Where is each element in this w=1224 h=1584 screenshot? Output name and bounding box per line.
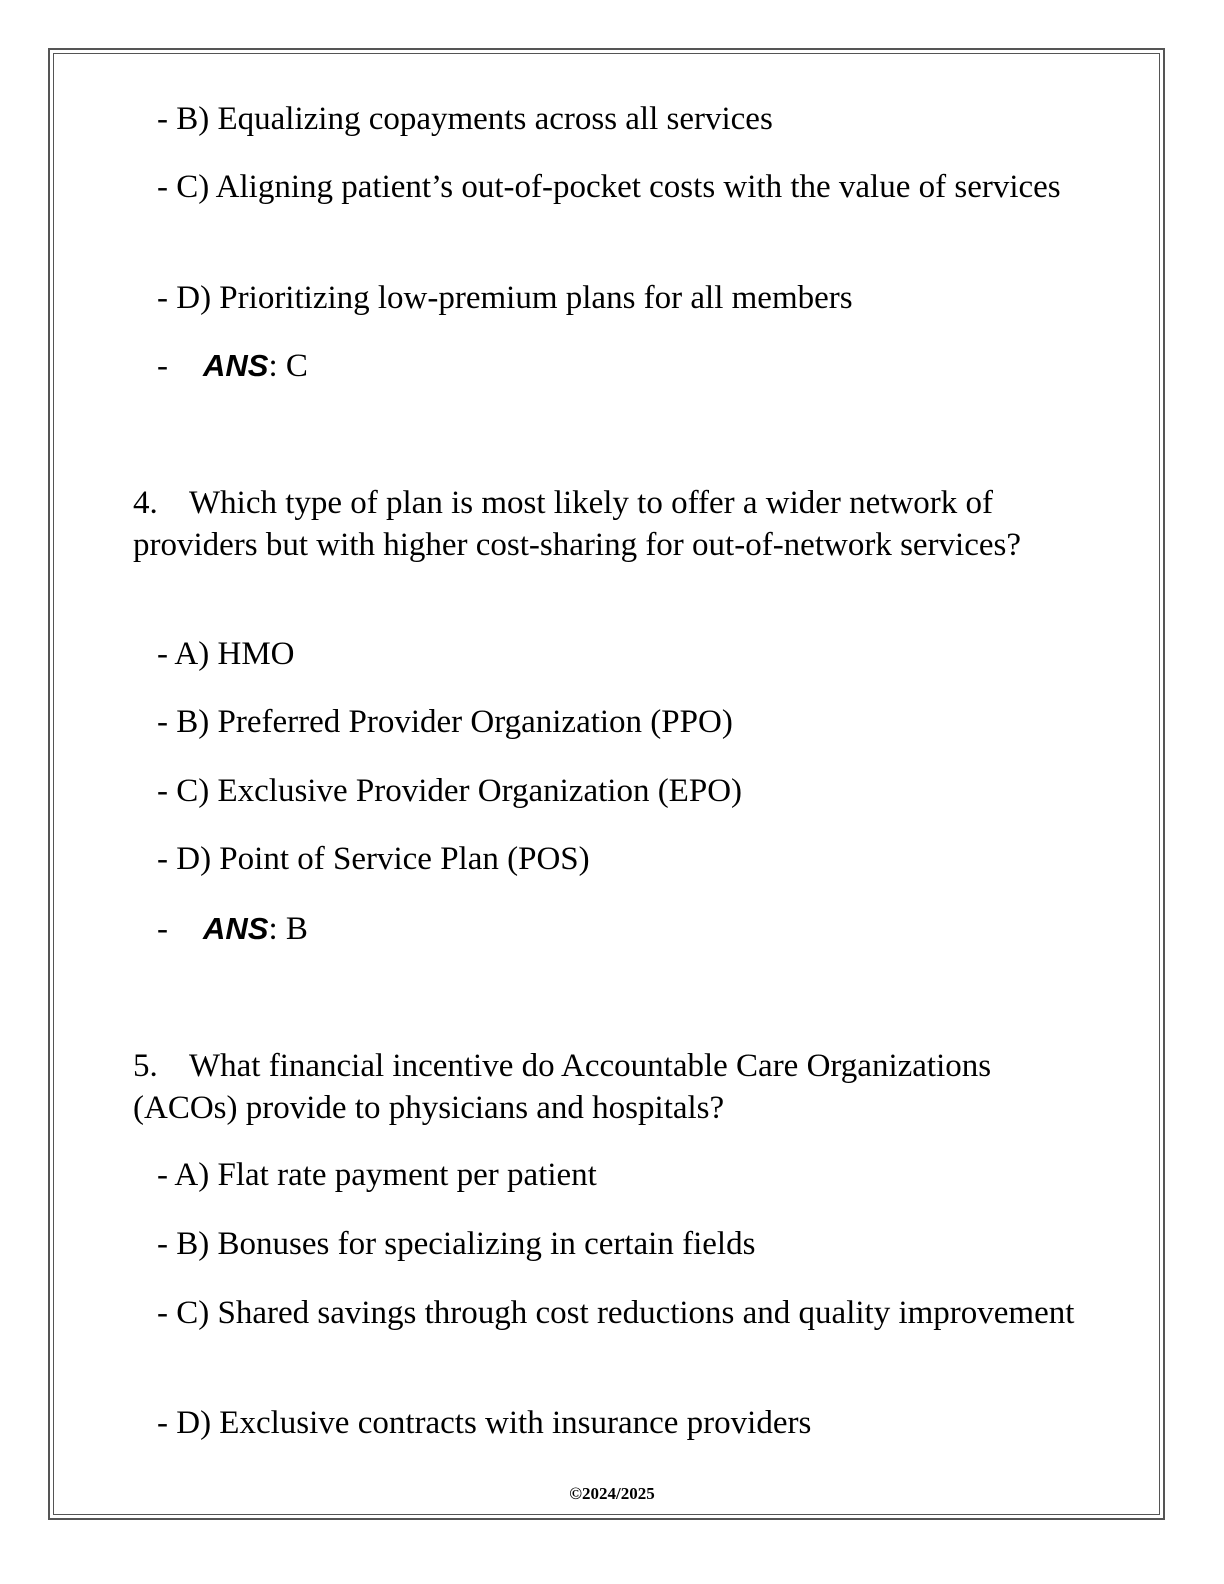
option-d: - D) Point of Service Plan (POS) xyxy=(157,841,590,877)
option-a: - A) Flat rate payment per patient xyxy=(157,1157,597,1193)
question-number: 4. xyxy=(133,485,158,521)
question-4-text xyxy=(133,482,1093,566)
answer-line xyxy=(133,345,1093,387)
answer-line xyxy=(133,908,1093,950)
copyright-footer: ©2024/2025 xyxy=(569,1484,655,1503)
answer-value: : B xyxy=(268,911,308,947)
option-c: - C) Exclusive Provider Organization (EPO) xyxy=(157,773,743,809)
option-b: - B) Preferred Provider Organization (PPO) xyxy=(157,704,733,740)
option-a: - A) HMO xyxy=(157,636,295,672)
answer-label: ANS xyxy=(203,911,269,946)
option-c: - C) Shared savings through cost reductions and quality improvement xyxy=(157,1295,1075,1331)
option-c: - C) Aligning patient’s out-of-pocket costs with the value of services xyxy=(157,169,1061,205)
answer-dash: - xyxy=(157,911,168,947)
answer-label: ANS xyxy=(203,348,269,383)
option-b: - B) Bonuses for specializing in certain fields xyxy=(157,1226,756,1262)
question-stem: What financial incentive do Accountable Care Organizations (ACOs) provide to physicians and hospitals? xyxy=(133,1048,992,1126)
question-number: 5. xyxy=(133,1048,158,1084)
option-d: - D) Prioritizing low-premium plans for all members xyxy=(157,280,853,316)
question-stem: Which type of plan is most likely to offer a wider network of providers but with higher cost-sharing for out-of-network services? xyxy=(133,485,1022,563)
option-b: - B) Equalizing copayments across all services xyxy=(157,101,773,137)
question-5-text xyxy=(133,1045,1093,1129)
answer-dash: - xyxy=(157,348,168,384)
option-d: - D) Exclusive contracts with insurance providers xyxy=(157,1405,812,1441)
answer-value: : C xyxy=(268,348,308,384)
